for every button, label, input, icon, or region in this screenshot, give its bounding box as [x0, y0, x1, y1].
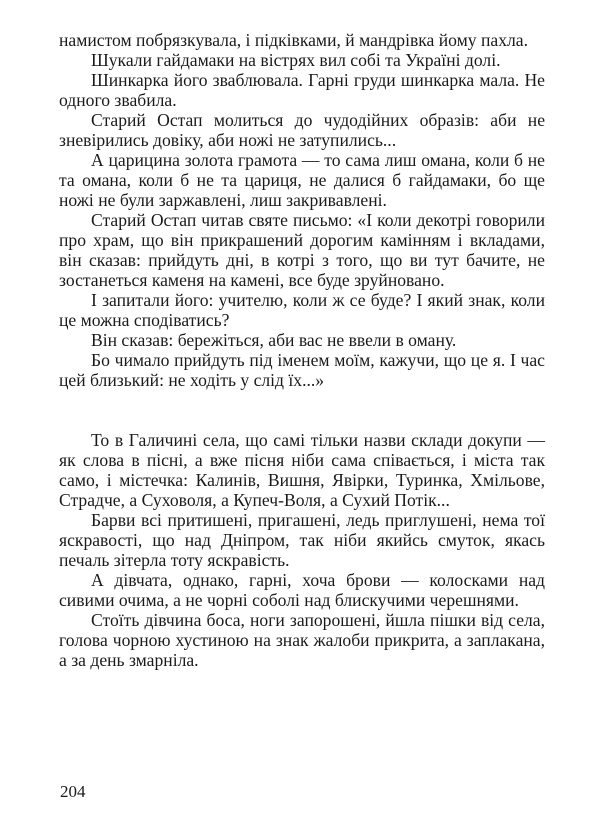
paragraph: А дівчата, однако, гарні, хоча брови — колосками над сивими очима, а не чорні соболі над блискучими черешнями.	[59, 570, 545, 610]
paragraph: Він сказав: бережіться, аби вас не ввели в оману.	[91, 330, 457, 350]
paragraph: А царицина золота грамота — то сама лиш омана, коли б не та омана, коли б не та цариця, не далися б гайдамаки, бо ще ножі не були заржавлені, лиш закривавлені.	[59, 150, 545, 210]
paragraph: намистом побрязкувала, і підківками, й мандрівка йому пахла.	[59, 30, 528, 50]
paragraph: Шинкарка його зваблювала. Гарні груди шинкарка мала. Не одного звабила.	[59, 70, 545, 110]
page-body	[59, 30, 545, 670]
paragraph: Старий Остап читав святе письмо: «І коли декотрі говорили про храм, що він прикрашений дорогим камінням і вкладами, він сказав: прийдуть дні, в котрі з того, що ви тут бачите, не зостанеться каменя на камені, все буде зруйновано.	[59, 210, 545, 290]
paragraph: Барви всі притишені, пригашені, ледь приглушені, нема тої яскравості, що над Дніпром, так ніби якийсь смуток, якась печаль зітерла тоту яскравість.	[59, 510, 545, 570]
paragraph: Старий Остап молиться до чудодійних образів: аби не зневірились довіку, аби ножі не затупились...	[59, 110, 545, 150]
paragraph: То в Галичині села, що самі тільки назви склади докупи — як слова в пісні, а вже пісня ніби сама співається, і міста так само, і містечка: Калинів, Вишня, Явірки, Туринка, Хмільове, Страдче, а Суховоля, а Купеч-Воля, а Сухий Потік...	[59, 430, 545, 510]
section-gap	[59, 410, 545, 430]
paragraph: Стоїть дівчина боса, ноги запорошені, йшла пішки від села, голова чорною хустиною на знак жалоби прикрита, а заплакана, а за день змарніла.	[59, 610, 545, 670]
paragraph: І запитали його: учителю, коли ж се буде? І який знак, коли це можна сподіватись?	[59, 290, 545, 330]
section-gap	[59, 390, 545, 410]
page-number: 204	[60, 782, 86, 801]
paragraph: Бо чимало прийдуть під іменем моїм, кажучи, що це я. І час цей близький: не ходіть у слід їх...»	[59, 350, 545, 390]
paragraph: Шукали гайдамаки на вістрях вил собі та Україні долі.	[91, 50, 501, 70]
